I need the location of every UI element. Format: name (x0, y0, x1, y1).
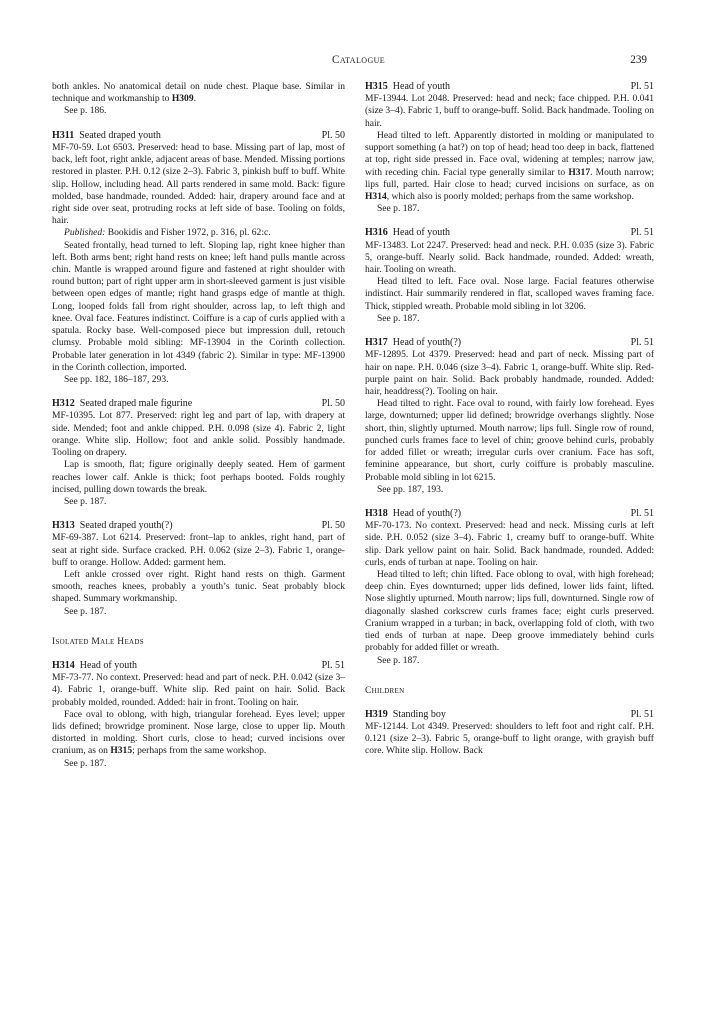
entry-description: MF-12895. Lot 4379. Preserved: head and part of neck. Missing part of hair on nape. P.H. 0.046 (size 3–4). Fabric 1, orange-buff. White slip. Red-purple paint on hair. Solid. Back probably handmade, rounded. Added: hair, headdress(?). Tooling on hair. (365, 349, 654, 397)
entry-heading-h314: H314 Head of youth Pl. 51 (52, 659, 345, 671)
see-reference: See p. 186. (64, 105, 107, 117)
plate-ref: Pl. 51 (630, 337, 654, 349)
cross-ref: H309 (171, 93, 194, 105)
entry-description: MF-73-77. No context. Preserved: head and part of neck. P.H. 0.042 (size 3–4). Fabric 1, orange-buff. White slip. Red paint on hair. Solid. Back probably molded, rounded. Added: hair in front. Tooling on hair. (52, 672, 345, 708)
entry-description: MF-13483. Lot 2247. Preserved: head and neck. P.H. 0.035 (size 3). Fabric 5, orange-buff. Nearly solid. Back handmade, rounded. Added: wreath, hair. Tooling on wreath. (365, 239, 654, 276)
plate-ref: Pl. 50 (321, 398, 345, 410)
intro-paragraph: both ankles. No anatomical detail on nude chest. Plaque base. Similar in technique and workmanship to H309. (52, 81, 345, 105)
plate-ref: Pl. 51 (630, 81, 654, 92)
page-number: 239 (630, 54, 647, 66)
see-reference: See pp. 182, 186–187, 293. (64, 374, 169, 386)
entry-body: Head tilted to left; chin lifted. Face oblong to oval, with high forehead; deep chin. Eyes downturned; upper lids defined, lower lids faint, lifted. Nose slightly upturned. Mouth narrow; lips full, downturned. Single row of diagonally slashed corkscrew curls frames face; eight curls preserved. Cranium wrapped in a turban; in back, overlapping fold of cloth, with two tied ends of turban at nape. Deep groove immediately behind curls probably for added fillet or wreath. (365, 569, 654, 654)
entry-body: Face oval to oblong, with high, triangular forehead. Eyes level; upper lids defined; browridge prominent. Nose large, close to upper lip. Mouth distorted in molding. Short curls, close to head; curved incisions over cranium, as on H315; perhaps from the same workshop. (52, 708, 345, 757)
entry-body: Seated frontally, head turned to left. Sloping lap, right knee higher than left. Both arms bent; right hand rests on knee; left hand pulls mantle across chin. Mantle is wrapped around figure and fastened at right shoulder with round button; part of right upper arm in short-sleeved garment is just visible between open edges of mantle; right hand grasps edge of mantle at thigh. Long, looped folds fall from right shoulder, across lap, to left thigh and knee. Oval face. Features indistinct. Coiffure is a cap of curls applied with a spatula. Rocky base. Well-composed piece but impression dull, retouch clumsy. Probable mold sibling: MF-13904 in the Corinth collection. Probable later generation in lot 4349 (fabric 2). Similar in type: MF-13900 in the Corinth collection, imported. (52, 239, 345, 373)
entry-body: Head tilted to right. Face oval to round, with fairly low forehead. Eyes large, downturned; upper lid defined; browridge overhangs slightly. Nose short, thin, slightly upturned. Mouth narrow; lips full. Single row of round, punched curls frames face to level of chin; groove behind curls, probably for added fillet or wreath; irregular curls over cranium. Face has soft, feminine appearance, but short, curly coiffure is probably masculine. Probable mold sibling in lot 6215. (365, 398, 654, 483)
entry-description: MF-69-387. Lot 6214. Preserved: front–lap to ankles, right hand, part of seat at right side. Surface cracked. P.H. 0.062 (size 2–3). Fabric 1, orange-buff to orange. Hollow. Added: garment hem. (52, 532, 345, 568)
entry-description: MF-70-173. No context. Preserved: head and neck. Missing curls at left side. P.H. 0.052 (size 3–4). Fabric 1, creamy buff to orange-buff. White slip. Dark yellow paint on hair. Solid. Back handmade, rounded. Added: curls, ends of turban at nape. Tooling on hair. (365, 520, 654, 568)
entry-description: MF-12144. Lot 4349. Preserved: shoulders to left foot and right calf. P.H. 0.121 (size 2–3). Fabric 5, orange-buff to light orange, with grayish buff core. White slip. Hollow. Back (365, 720, 654, 757)
entry-body: Lap is smooth, flat; figure originally deeply seated. Hem of garment reaches lower calf. Ankle is thick; foot perhaps booted. Folds roughly incised, pulling down towards the break. (52, 459, 345, 495)
entry-heading-h311: H311 Seated draped youth Pl. 50 (52, 129, 345, 141)
plate-ref: Pl. 50 (321, 520, 345, 532)
see-reference: See pp. 187, 193. (377, 483, 444, 495)
right-column (365, 81, 654, 758)
entry-heading-h319: H319 Standing boy Pl. 51 (365, 708, 654, 720)
plate-ref: Pl. 50 (321, 129, 345, 141)
see-reference: See p. 187. (64, 757, 107, 769)
see-reference: See p. 187. (377, 312, 420, 324)
plate-ref: Pl. 51 (630, 227, 654, 239)
entry-body: Left ankle crossed over right. Right hand rests on thigh. Garment smooth, reaches knees, probably a youth’s tunic. Seat probably block shaped. Summary workmanship. (52, 569, 345, 605)
entry-body: Head tilted to left. Face oval. Nose large. Facial features otherwise indistinct. Hair summarily rendered in flat, scalloped waves framing face. Thick, stippled wreath. Probable mold sibling in lot 3206. (365, 276, 654, 312)
entry-description: MF-70-59. Lot 6503. Preserved: head to base. Missing part of lap, most of back, left foot, right ankle, adjacent areas of base. Mended. Missing portions restored in plaster. P.H. 0.12 (size 2–3). Fabric 3, pinkish buff to buff. White slip. Hollow, including head. All parts rendered in same mold. Back: figure molded, base handmade, rounded. Added: hair, drapery around face and at right side over seat, protruding rocks at left side of base. Tooling on folds, hair. (52, 141, 345, 227)
cross-ref: H314 (365, 190, 387, 202)
entry-body: Head tilted to left. Apparently distorted in molding or manipulated to support something (a hat?) on top of head; head too deep in back, flattened at top, right side pressed in. Face oval, widening at temples; narrow jaw, with receding chin. Facial type generally similar to H317. Mouth narrow; lips full, parted. Hair close to head; curved incisions on surface, as on H314, which also is poorly molded; perhaps from the same workshop. (365, 129, 654, 202)
running-header (0, 54, 703, 68)
entry-heading-h313: H313 Seated draped youth(?) Pl. 50 (52, 520, 345, 532)
see-reference: See p. 187. (377, 654, 420, 666)
section-heading-isolated-male-heads: Isolated Male Heads (52, 636, 144, 647)
plate-ref: Pl. 51 (630, 708, 654, 720)
left-column (52, 81, 345, 770)
see-reference: See p. 187. (64, 495, 107, 507)
cross-ref: H315 (110, 745, 133, 757)
entry-heading-h316: H316 Head of youth Pl. 51 (365, 227, 654, 239)
entry-heading-h312: H312 Seated draped male figurine Pl. 50 (52, 398, 345, 410)
see-reference: See p. 187. (377, 203, 420, 215)
plate-ref: Pl. 51 (321, 659, 345, 671)
entry-description: MF-13944. Lot 2048. Preserved: head and neck; face chipped. P.H. 0.041 (size 3–4). Fabric 1, buff to orange-buff. Solid. Back handmade. Tooling on hair. (365, 93, 654, 129)
cross-ref: H317 (568, 166, 591, 178)
publication-note: Published: Bookidis and Fisher 1972, p. 316, pl. 62:c. (64, 227, 271, 239)
entry-description: MF-10395. Lot 877. Preserved: right leg and part of lap, with drapery at side. Mended; foot and ankle chipped. P.H. 0.098 (size 4). Fabric 2, light orange. White slip. Hollow; foot and ankle solid. Possibly handmade. Tooling on drapery. (52, 410, 345, 459)
entry-heading-h315: H315 Head of youth Pl. 51 (365, 81, 654, 92)
entry-heading-h317: H317 Head of youth(?) Pl. 51 (365, 337, 654, 349)
running-title: Catalogue (332, 54, 386, 66)
entry-heading-h318: H318 Head of youth(?) Pl. 51 (365, 507, 654, 519)
plate-ref: Pl. 51 (630, 507, 654, 519)
see-reference: See p. 187. (64, 605, 107, 617)
section-heading-children: Children (365, 685, 405, 696)
